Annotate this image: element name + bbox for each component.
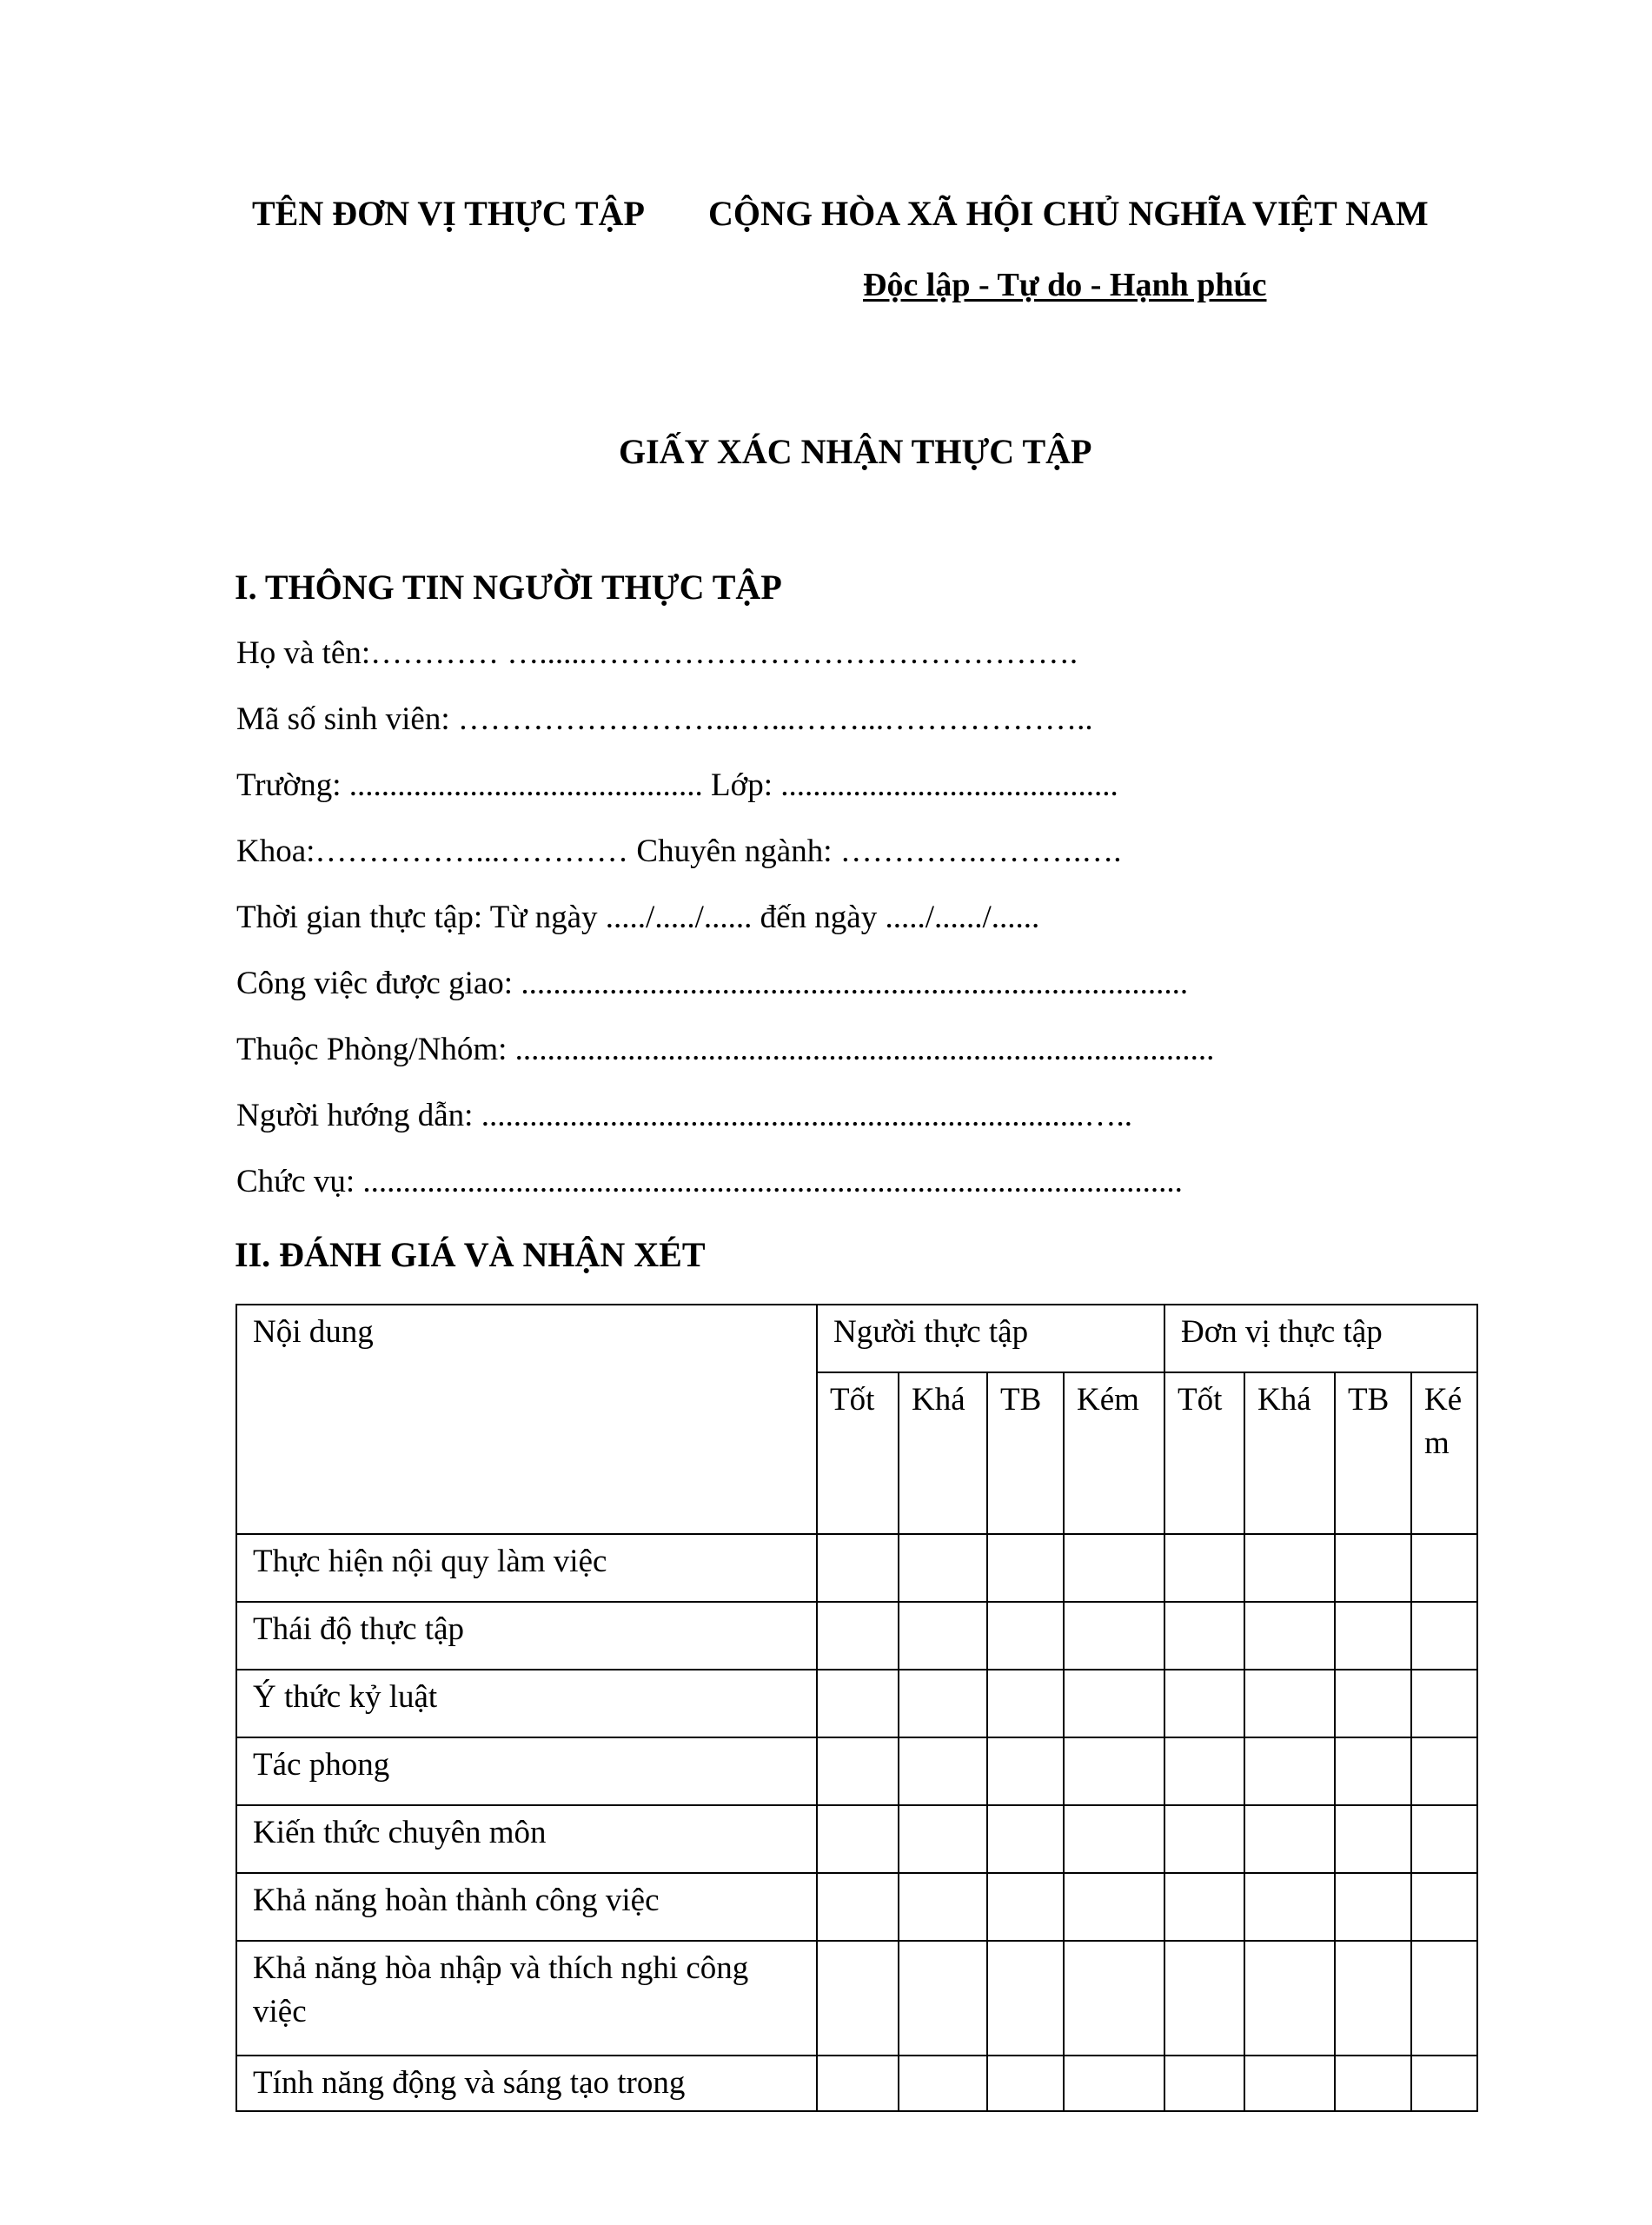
field-department-group: Thuộc Phòng/Nhóm: .......................................................................................: [236, 1032, 1215, 1067]
grade-cell[interactable]: [1411, 1670, 1477, 1737]
unit-group-header: Đơn vị thực tập: [1164, 1305, 1477, 1372]
table-row: [236, 1805, 1477, 1873]
grade-cell[interactable]: [1164, 1941, 1244, 2056]
intern-grade-average: TB: [987, 1372, 1064, 1534]
grade-cell[interactable]: [987, 1873, 1064, 1941]
grade-cell[interactable]: [1064, 2056, 1164, 2111]
table-row: [236, 1602, 1477, 1670]
grade-cell[interactable]: [1335, 1941, 1411, 2056]
grade-cell[interactable]: [1064, 1941, 1164, 2056]
grade-cell[interactable]: [1411, 1534, 1477, 1602]
field-faculty-major: Khoa:……………...………… Chuyên ngành: ………….……….….: [236, 834, 1122, 869]
grade-cell[interactable]: [817, 2056, 899, 2111]
grade-cell[interactable]: [1244, 1873, 1335, 1941]
criterion-label: Tác phong: [236, 1737, 817, 1805]
criterion-label: Kiến thức chuyên môn: [236, 1805, 817, 1873]
grade-cell[interactable]: [1064, 1534, 1164, 1602]
table-row: [236, 1941, 1477, 2056]
field-student-id: Mã số sinh viên: ……………………...…...……...………………..: [236, 701, 1093, 737]
criterion-label: Khả năng hoàn thành công việc: [236, 1873, 817, 1941]
grade-cell[interactable]: [1244, 2056, 1335, 2111]
intern-grade-good: Tốt: [817, 1372, 899, 1534]
grade-cell[interactable]: [987, 1805, 1064, 1873]
grade-cell[interactable]: [987, 2056, 1064, 2111]
grade-cell[interactable]: [987, 1602, 1064, 1670]
unit-name: TÊN ĐƠN VỊ THỰC TẬP: [252, 194, 645, 233]
grade-cell[interactable]: [1411, 1737, 1477, 1805]
grade-cell[interactable]: [1064, 1873, 1164, 1941]
grade-cell[interactable]: [899, 1941, 987, 2056]
grade-cell[interactable]: [899, 1737, 987, 1805]
grade-cell[interactable]: [1064, 1602, 1164, 1670]
grade-cell[interactable]: [817, 1670, 899, 1737]
grade-cell[interactable]: [1411, 1941, 1477, 2056]
grade-cell[interactable]: [1064, 1805, 1164, 1873]
grade-cell[interactable]: [1164, 1602, 1244, 1670]
grade-cell[interactable]: [1244, 1737, 1335, 1805]
country-name: CỘNG HÒA XÃ HỘI CHỦ NGHĨA VIỆT NAM: [708, 194, 1429, 233]
grade-cell[interactable]: [1335, 2056, 1411, 2111]
table-row: [236, 2056, 1477, 2111]
grade-cell[interactable]: [1335, 1737, 1411, 1805]
field-supervisor: Người hướng dẫn: ...........................................................................…..: [236, 1098, 1132, 1133]
grade-cell[interactable]: [987, 1737, 1064, 1805]
grade-cell[interactable]: [1411, 1805, 1477, 1873]
grade-cell[interactable]: [1335, 1602, 1411, 1670]
table-header-row: [236, 1305, 1477, 1372]
grade-cell[interactable]: [1335, 1873, 1411, 1941]
intern-group-header: Người thực tập: [817, 1305, 1164, 1372]
grade-cell[interactable]: [1411, 1602, 1477, 1670]
grade-cell[interactable]: [817, 1805, 899, 1873]
grade-cell[interactable]: [1164, 1873, 1244, 1941]
intern-grade-fair: Khá: [899, 1372, 987, 1534]
unit-grade-fair: Khá: [1244, 1372, 1335, 1534]
unit-grade-average: TB: [1335, 1372, 1411, 1534]
grade-cell[interactable]: [1411, 1873, 1477, 1941]
grade-cell[interactable]: [817, 1534, 899, 1602]
document-title: GIẤY XÁC NHẬN THỰC TẬP: [619, 432, 1092, 471]
criterion-label: Khả năng hòa nhập và thích nghi công việc: [236, 1941, 817, 2056]
grade-cell[interactable]: [817, 1602, 899, 1670]
grade-cell[interactable]: [987, 1941, 1064, 2056]
field-assigned-work: Công việc được giao: ...................................................................................: [236, 966, 1189, 1001]
criterion-label: Thực hiện nội quy làm việc: [236, 1534, 817, 1602]
field-school-class: Trường: ............................................ Lớp: ..........................................: [236, 767, 1118, 803]
grade-cell[interactable]: [987, 1670, 1064, 1737]
grade-cell[interactable]: [1244, 1534, 1335, 1602]
grade-cell[interactable]: [1244, 1670, 1335, 1737]
grade-cell[interactable]: [899, 2056, 987, 2111]
table-row: [236, 1534, 1477, 1602]
section-1-heading: I. THÔNG TIN NGƯỜI THỰC TẬP: [235, 568, 782, 607]
unit-grade-poor: Kém: [1411, 1372, 1477, 1534]
grade-cell[interactable]: [1164, 1805, 1244, 1873]
grade-cell[interactable]: [1064, 1737, 1164, 1805]
grade-cell[interactable]: [899, 1534, 987, 1602]
field-position: Chức vụ: ......................................................................................................: [236, 1164, 1183, 1199]
table-row: [236, 1670, 1477, 1737]
intern-grade-poor: Kém: [1064, 1372, 1164, 1534]
grade-cell[interactable]: [1164, 1670, 1244, 1737]
field-internship-period: Thời gian thực tập: Từ ngày ...../...../...... đến ngày ...../....../......: [236, 900, 1040, 935]
motto: Độc lập - Tự do - Hạnh phúc: [863, 267, 1267, 303]
grade-cell[interactable]: [899, 1873, 987, 1941]
grade-cell[interactable]: [899, 1602, 987, 1670]
grade-cell[interactable]: [1244, 1941, 1335, 2056]
section-2-heading: II. ĐÁNH GIÁ VÀ NHẬN XÉT: [235, 1235, 706, 1274]
grade-cell[interactable]: [1411, 2056, 1477, 2111]
grade-cell[interactable]: [899, 1805, 987, 1873]
grade-cell[interactable]: [987, 1534, 1064, 1602]
grade-cell[interactable]: [817, 1873, 899, 1941]
content-column-header: Nội dung: [236, 1305, 817, 1534]
evaluation-table: [236, 1304, 1478, 2112]
grade-cell[interactable]: [899, 1670, 987, 1737]
grade-cell[interactable]: [1335, 1670, 1411, 1737]
criterion-label: Ý thức kỷ luật: [236, 1670, 817, 1737]
grade-cell[interactable]: [1335, 1805, 1411, 1873]
unit-grade-good: Tốt: [1164, 1372, 1244, 1534]
grade-cell[interactable]: [1335, 1534, 1411, 1602]
grade-cell[interactable]: [817, 1941, 899, 2056]
grade-cell[interactable]: [1244, 1805, 1335, 1873]
grade-cell[interactable]: [1064, 1670, 1164, 1737]
grade-cell[interactable]: [1164, 1534, 1244, 1602]
grade-cell[interactable]: [1164, 1737, 1244, 1805]
table-row: [236, 1873, 1477, 1941]
grade-cell[interactable]: [1244, 1602, 1335, 1670]
table-row: [236, 1737, 1477, 1805]
criterion-label: Thái độ thực tập: [236, 1602, 817, 1670]
grade-cell[interactable]: [817, 1737, 899, 1805]
field-full-name: Họ và tên:………… …......……………………………………….: [236, 635, 1078, 671]
grade-cell[interactable]: [1164, 2056, 1244, 2111]
criterion-label: Tính năng động và sáng tạo trong: [236, 2056, 817, 2111]
